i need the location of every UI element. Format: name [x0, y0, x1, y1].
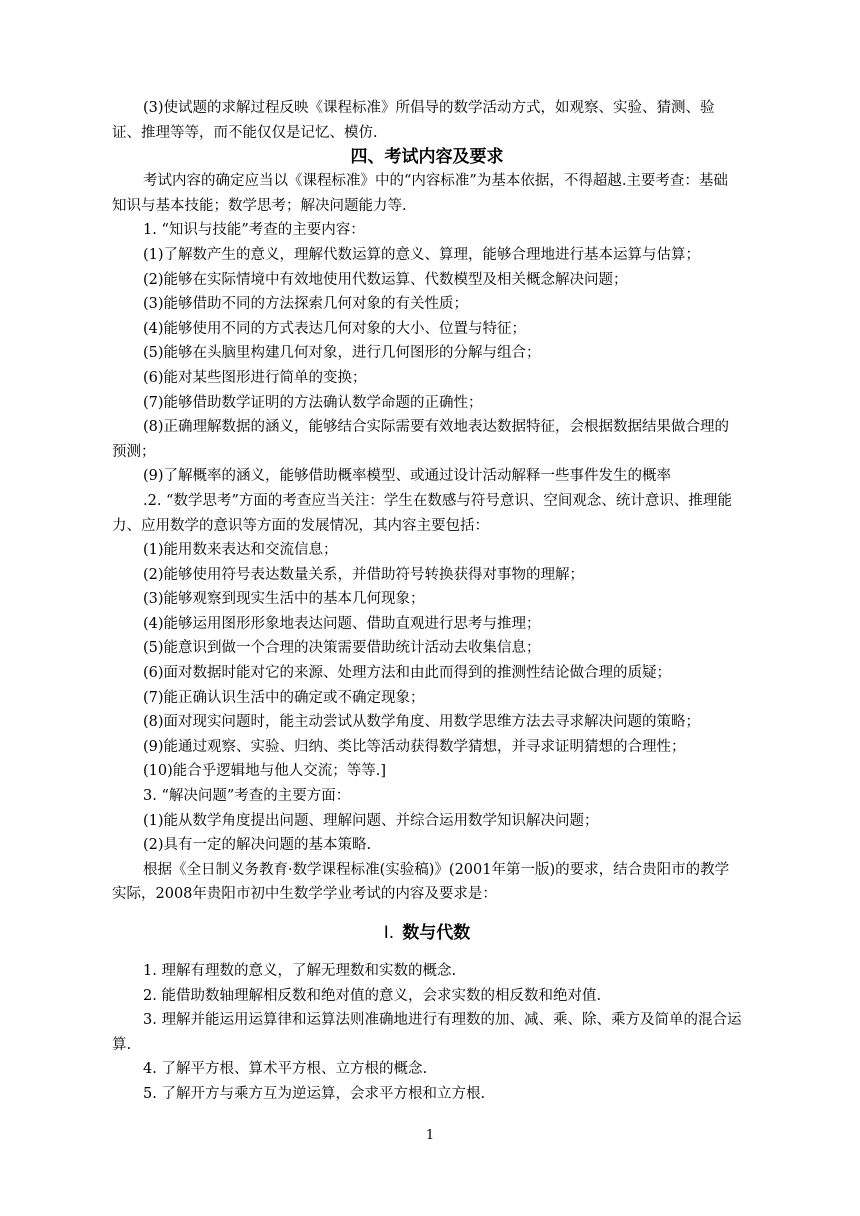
part-2-item: (9)能通过观察、实验、归纳、类比等活动获得数学猜想，并寻求证明猜想的合理性；: [143, 738, 686, 755]
part-1-item: (3)能够借助不同的方法探索几何对象的有关性质；: [143, 296, 469, 313]
section-I-title: 数与代数: [402, 923, 471, 943]
part-3-item: (2)具有一定的解决问题的基本策略.: [143, 837, 372, 854]
part-2-item: (8)面对现实问题时，能主动尝试从数学角度、用数学思维方法去寻求解决问题的策略；: [143, 714, 701, 731]
section-4-title: 四、考试内容及要求: [350, 147, 504, 168]
part-1-item: (6)能对某些图形进行简单的变换；: [143, 369, 367, 386]
part-1-item: (1)了解数产生的意义，理解代数运算的意义、算理，能够合理地进行基本运算与估算；: [143, 246, 701, 263]
section-I-roman: Ⅰ.: [383, 923, 395, 943]
section-I-item: 1. 理解有理数的意义，了解无理数和实数的概念.: [143, 963, 457, 979]
part-2-item: (10)能合乎逻辑地与他人交流；等等.]: [143, 763, 387, 780]
part-2-item: (1)能用数来表达和交流信息；: [143, 542, 338, 559]
part-2-item: (3)能够观察到现实生活中的基本几何现象；: [143, 591, 425, 608]
section-I-item: 3. 理解并能运用运算律和运算法则准确地进行有理数的加、减、乘、除、乘方及简单的混合运算.: [112, 1012, 742, 1053]
section-4-intro: 考试内容的确定应当以《课程标准》中的“内容标准”为基本依据，不得超越.主要考查：基础知识与基本技能；数学思考；解决问题能力等.: [112, 173, 728, 214]
part-1-item: (4)能够使用不同的方式表达几何对象的大小、位置与特征；: [143, 320, 527, 337]
section-I-heading: [112, 921, 742, 945]
part-1-item: (7)能够借助数学证明的方法确认数学命题的正确性；: [143, 394, 483, 411]
part-2-item: (6)面对数据时能对它的来源、处理方法和由此而得到的推测性结论做合理的质疑；: [143, 665, 672, 682]
section-I-item: 5. 了解开方与乘方互为逆运算，会求平方根和立方根.: [143, 1085, 486, 1102]
part-1-item: (8)正确理解数据的涵义，能够结合实际需要有效地表达数据特征，会根据数据结果做合理的预测；: [112, 419, 730, 460]
part-1-heading: 1. “知识与技能”考查的主要内容：: [143, 222, 365, 239]
closing-paragraph: 根据《全日制义务教育·数学课程标准(实验稿)》(2001年第一版)的要求，结合贵阳市的教学实际，2008年贵阳市初中生数学学业考试的内容及要求是：: [112, 861, 730, 903]
page-content: [112, 96, 742, 1107]
part-2-item: (4)能够运用图形形象地表达问题、借助直观进行思考与推理；: [143, 615, 541, 632]
page-number: 1: [425, 1128, 435, 1143]
part-1-item: (9)了解概率的涵义，能够借助概率模型、或通过设计活动解释一些事件发生的概率: [143, 468, 672, 485]
section-I-item: 4. 了解平方根、算术平方根、立方根的概念.: [143, 1061, 428, 1078]
part-2-heading: .2. “数学思考”方面的考查应当关注：学生在数感与符号意识、空间观念、统计意识、推理能力、应用数学的意识等方面的发展情况，其内容主要包括：: [112, 492, 732, 534]
part-1-item: (2)能够在实际情境中有效地使用代数运算、代数模型及相关概念解决问题；: [143, 271, 628, 288]
part-1-item: (5)能够在头脑里构建几何对象，进行几何图形的分解与组合；: [143, 345, 541, 362]
intro-paragraph: (3)使试题的求解过程反映《课程标准》所倡导的数学活动方式，如观察、实验、猜测、验证、推理等等，而不能仅仅是记忆、模仿.: [112, 100, 715, 141]
part-3-item: (1)能从数学角度提出问题、理解问题、并综合运用数学知识解决问题；: [143, 812, 599, 829]
part-2-item: (7)能正确认识生活中的确定或不确定现象；: [143, 689, 425, 706]
part-2-item: (5)能意识到做一个合理的决策需要借助统计活动去收集信息；: [143, 640, 541, 657]
section-I-item: 2. 能借助数轴理解相反数和绝对值的意义，会求实数的相反数和绝对值.: [143, 987, 602, 1004]
part-2-item: (2)能够使用符号表达数量关系，并借助符号转换获得对事物的理解；: [143, 566, 585, 583]
part-3-heading: 3. “解决问题”考查的主要方面：: [143, 788, 351, 805]
